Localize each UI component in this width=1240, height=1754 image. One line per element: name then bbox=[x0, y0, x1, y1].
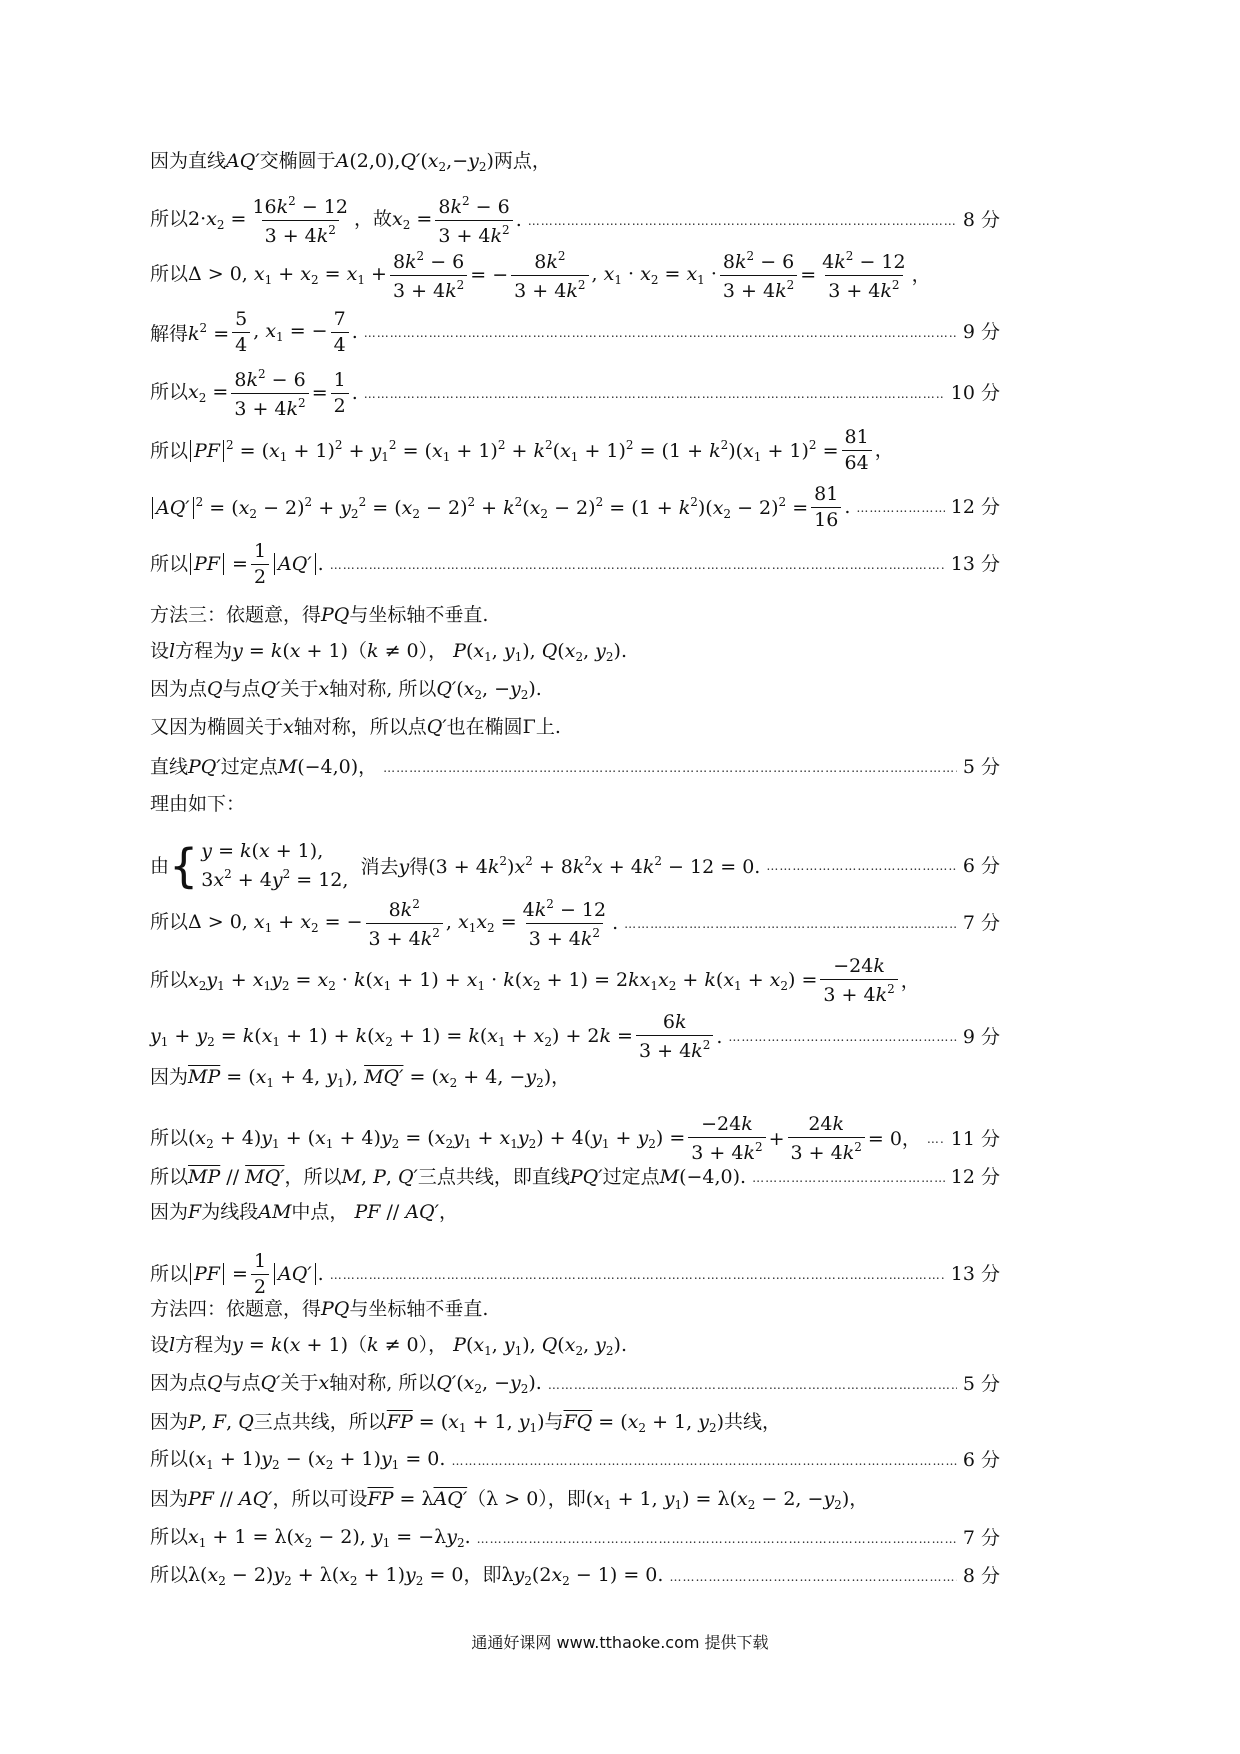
score-label: 7 分 bbox=[962, 1527, 1000, 1549]
solution-line-25: 设l方程为y = k(x + 1)（k ≠ 0）， $P(x_1$, $y_1$), $Q(x_2$, $y_2$). bbox=[150, 1334, 627, 1358]
solution-line-15: 由 { y = k(x + 1), $3x^2 + 4y^2 = 12$, 消去y得$(3 + 4k^2)x^2 + 8k^2x + 4k^2 - 12 = 0$. ……………………………………………………………………………………………………………………………………………………………………………………………………………………………………………… 6 分 bbox=[150, 838, 1000, 894]
solution-line-12: 又因为椭圆关于x轴对称，所以点Q′也在椭圆Γ上. bbox=[150, 716, 561, 738]
dot-leader bbox=[364, 327, 957, 339]
score-label: 11 分 bbox=[950, 1127, 1000, 1150]
score-label: 10 分 bbox=[950, 382, 1000, 404]
solution-line-14: 理由如下： bbox=[150, 793, 246, 815]
score-label: 9 分 bbox=[962, 321, 1000, 343]
solution-line-23: 所以 PF = $\frac{1}{2}$ AQ′ . ……………………………………………………………………………………………………………………………………………………………………………………………………………………………………………… 13 分 bbox=[150, 1252, 1000, 1297]
score-label: 6 分 bbox=[962, 854, 1000, 877]
score-label: 13 分 bbox=[950, 553, 1000, 575]
score-label: 8 分 bbox=[962, 1565, 1000, 1587]
score-label: 6 分 bbox=[962, 1449, 1000, 1471]
dot-leader bbox=[364, 388, 945, 400]
score-label: 7 分 bbox=[962, 912, 1000, 934]
dot-leader bbox=[766, 860, 957, 872]
score-label: 9 分 bbox=[962, 1025, 1000, 1048]
solution-line-20: 所以$(x_2 + 4)y_1 + (x_1 + 4)y_2 = (x_2y_1 + x_1y_2) + 4(y_1 + y_2)$ = $\frac{-24k}{3 + 4k^2}$ + $\frac{24k}{3 + 4k^2}$ = 0， ……………………………………………………………………………………………………………………………………………………………………………………………………………………………………………… 11 分 bbox=[150, 1115, 1000, 1163]
dot-leader bbox=[927, 1133, 945, 1145]
dot-leader bbox=[383, 762, 957, 774]
solution-line-11: 因为点Q与点Q′关于x轴对称, 所以$Q'(x_2$, $-y_2$). bbox=[150, 678, 542, 702]
solution-line-4: 解得$k^2$ = $\frac{5}{4}$ , $x_1$ = − $\frac{7}{4}$ . ……………………………………………………………………………………………………………………………………………………………………………………………………………………………………………… 9 分 bbox=[150, 310, 1000, 355]
dot-leader bbox=[624, 918, 957, 930]
solution-line-7: AQ′ $^2 = (x_2 - 2)^2 + y_2^2 = (x_2 - 2)^2 + k^2(x_2 - 2)^2 = (1 + k^2)(x_2 - 2)^2$ = $\frac{81}{16}$ . ……………………………………………………………………………………………………………………………………………………………………………………………………………………………………………… 12 分 bbox=[150, 485, 1000, 530]
dot-leader bbox=[477, 1533, 957, 1545]
solution-line-3: 所以Δ > 0, $x_1 + x_2 = x_1$ + $\frac{8k^2 - 6}{3 + 4k^2}$ = − $\frac{8k^2}{3 + 4k^2}$ , $x_1 \cdot x_2 = x_1$ · $\frac{8k^2 - 6}{3 + 4k^2}$ = $\frac{4k^2 - 12}{3 + 4k^2}$ ， bbox=[150, 249, 931, 302]
solution-line-8: 所以 PF = $\frac{1}{2}$ AQ′ . ……………………………………………………………………………………………………………………………………………………………………………………………………………………………………………… 13 分 bbox=[150, 542, 1000, 587]
score-label: 12 分 bbox=[950, 1166, 1000, 1188]
dot-leader bbox=[728, 1031, 956, 1043]
solution-line-19: 因为$\overline{MP} = (x_1 + 4$, $y_1$), $MQ' = (x_2 + 4$, $-y_2$)， bbox=[150, 1066, 571, 1090]
solution-line-10: 设l方程为y = k(x + 1)（k ≠ 0）， $P(x_1$, $y_1$), $Q(x_2$, $y_2$). bbox=[150, 640, 627, 664]
dot-leader bbox=[856, 502, 944, 514]
solution-line-1: 因为直线AQ′交椭圆于$A(2,0),Q'(x_2,-y_2)$两点， bbox=[150, 150, 551, 174]
solution-line-13: 直线PQ′过定点M(−4,0)， ……………………………………………………………………………………………………………………………………………………………………………………………………………………………………………… 5 分 bbox=[150, 758, 1000, 777]
dot-leader bbox=[752, 1172, 945, 1184]
score-label: 8 分 bbox=[962, 209, 1000, 231]
solution-line-2: 所以$2\cdot x_2$ = $\frac{16k^2 - 12}{3 + 4k^2}$ ，故$x_2$ = $\frac{8k^2 - 6}{3 + 4k^2}$ . ……………………………………………………………………………………………………………………………………………………………………………………………………………………………………………… 8 分 bbox=[150, 195, 1000, 246]
score-label: 5 分 bbox=[962, 1373, 1000, 1395]
solution-line-30: 所以$x_1 + 1 = \lambda(x_2 - 2)$, $y_1 = -\lambda y_2$. ……………………………………………………………………………………………………………………………………………………………………………………………………………………………………………… 7 分 bbox=[150, 1528, 1000, 1549]
solution-line-16: 所以Δ > 0, $x_1 + x_2$ = − $\frac{8k^2}{3 + 4k^2}$ , $x_1x_2$ = $\frac{4k^2 - 12}{3 + 4k^2}$ . ……………………………………………………………………………………………………………………………………………………………………………………………………………………………………………… 7 分 bbox=[150, 898, 1000, 949]
score-label: 13 分 bbox=[950, 1263, 1000, 1285]
solution-line-28: 所以$(x_1 + 1)y_2 - (x_2 + 1)y_1 = 0$. ……………………………………………………………………………………………………………………………………………………………………………………………………………………………………………… 6 分 bbox=[150, 1450, 1000, 1471]
page-footer: 通通好课网 www.tthaoke.com 提供下载 bbox=[471, 1633, 769, 1652]
method-three-heading: 方法三：依题意，得PQ与坐标轴不垂直. bbox=[150, 604, 489, 626]
dot-leader bbox=[669, 1571, 956, 1583]
solution-line-22: 因为F为线段AM中点， PF // AQ′， bbox=[150, 1201, 458, 1223]
solution-line-29: 因为PF // AQ′，所以可设$\overline{FP} = \lambda AQ'(\lambda > 0)$，即($x_1 + 1$, $y_1) = \lambda(x_2 - 2$, $-y_2$)， bbox=[150, 1488, 869, 1512]
solution-line-6: 所以 PF $^2 = (x_1 + 1)^2 + y_1^2 = (x_1 + 1)^2 + k^2(x_1 + 1)^2 = (1 + k^2)(x_1 + 1)^2$ = $\frac{81}{64}$ ， bbox=[150, 426, 894, 474]
method-four-heading: 方法四：依题意，得PQ与坐标轴不垂直. bbox=[150, 1298, 489, 1320]
solution-line-27: 因为P, F, Q三点共线，所以$\overline{FP} = (x_1 + 1$, $y_1$)与$\overline{FQ} = (x_2 + 1$, $y_2$)共线， bbox=[150, 1411, 782, 1435]
score-label: 12 分 bbox=[950, 496, 1000, 518]
solution-line-26: 因为点Q与点Q′关于x轴对称, 所以$Q'(x_2$, $-y_2$). ……………………………………………………………………………………………………………………………………………………………………………………………………………………………………………… 5 分 bbox=[150, 1374, 1000, 1395]
dot-leader bbox=[548, 1379, 957, 1391]
dot-leader bbox=[330, 559, 945, 571]
solution-line-18: $y_1 + y_2 = k(x_1 + 1) + k(x_2 + 1) = k(x_1 + x_2) + 2k$ = $\frac{6k}{3 + 4k^2}$ . ……………………………………………………………………………………………………………………………………………………………………………………………………………………………………………… 9 分 bbox=[150, 1013, 1000, 1061]
solution-line-21: 所以$\overline{MP} // MQ'$，所以M, P, Q′三点共线，即直线PQ′过定点M(−4,0). ……………………………………………………………………………………………………………………………………………………………………………………………………………………………………………… 12 分 bbox=[150, 1168, 1000, 1187]
solution-line-31: 所以$\lambda(x_2 - 2)y_2 + \lambda(x_2 + 1)y_2 = 0$，即$\lambda y_2(2x_2 - 1) = 0$. ……………………………………………………………………………………………………………………………………………………………………………………………………………………………………………… 8 分 bbox=[150, 1566, 1000, 1587]
score-label: 5 分 bbox=[962, 756, 1000, 778]
dot-leader bbox=[528, 215, 957, 227]
dot-leader bbox=[330, 1269, 945, 1281]
solution-line-17: 所以$x_2y_1 + x_1y_2 = x_2 \cdot k(x_1 + 1) + x_1 \cdot k(x_2 + 1) = 2kx_1x_2 + k(x_1 + x_2)$ = $\frac{-24k}{3 + 4k^2}$ ， bbox=[150, 955, 920, 1006]
dot-leader bbox=[451, 1455, 956, 1467]
solution-line-5: 所以$x_2$ = $\frac{8k^2 - 6}{3 + 4k^2}$ = $\frac{1}{2}$ . ……………………………………………………………………………………………………………………………………………………………………………………………………………………………………………… 10 分 bbox=[150, 368, 1000, 419]
